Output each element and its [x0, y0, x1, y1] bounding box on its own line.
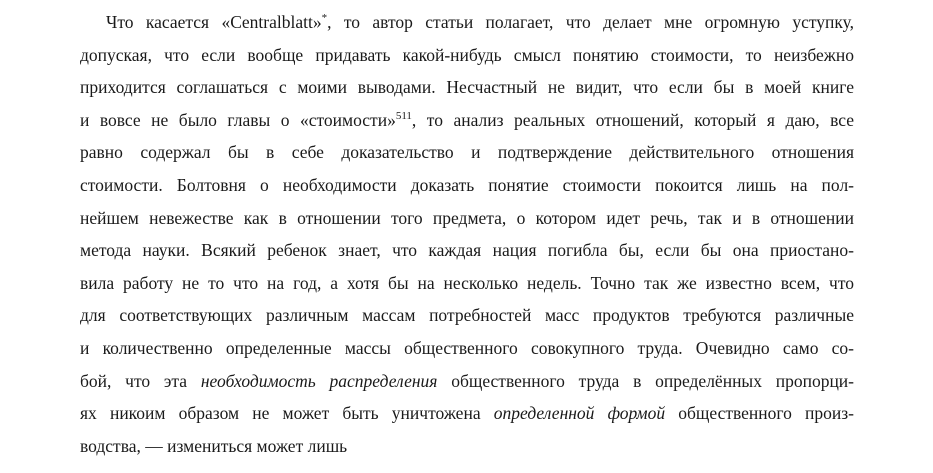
- text-line: ях никоим образом не может быть уничтожена определенной формой общественного произ-: [80, 403, 855, 424]
- footnote-marker[interactable]: *: [321, 12, 328, 24]
- italic-emphasis: определенной формой: [493, 403, 666, 424]
- text-line: и количественно определенные массы общественного совокупного труда. Очевидно само со-: [80, 337, 854, 358]
- text-line: для соответствующих различным массам потребностей масс продуктов требуются различные: [80, 305, 854, 326]
- italic-emphasis: необходимость распределения: [200, 370, 438, 391]
- footnote-number[interactable]: 511: [395, 109, 412, 122]
- text-line: вила работу не то что на год, а хотя бы на несколько недель. Точно так же известно всем, что: [80, 272, 854, 293]
- document-page: [80, 6, 854, 462]
- text-line: водства, — измениться может лишь: [80, 435, 348, 456]
- text-line: бой, что эта необходимость распределения общественного труда в определённых пропорци-: [80, 370, 855, 391]
- text-line: стоимости. Болтовня о необходимости доказать понятие стоимости покоится лишь на пол-: [80, 174, 854, 195]
- text-line: и вовсе не было главы о «стоимости»$^{511}$, то анализ реальных отношений, который я даю, все: [80, 109, 854, 130]
- text-line: допуская, что если вообще придавать какой-нибудь смысл понятию стоимости, то неизбежно: [80, 44, 854, 65]
- text-line: равно содержал бы в себе доказательство и подтверждение действительного отношения: [80, 142, 854, 163]
- text-line: приходится соглашаться с моими выводами. Несчастный не видит, что если бы в моей книге: [80, 77, 854, 98]
- text-line: Что касается «Centralblatt»*, то автор статьи полагает, что делает мне огромную уступку,: [106, 12, 854, 32]
- text-line: нейшем невежестве как в отношении того предмета, о котором идет речь, так и в отношении: [80, 207, 854, 228]
- text-line: метода науки. Всякий ребенок знает, что каждая нация погибла бы, если бы она приостано-: [80, 240, 854, 261]
